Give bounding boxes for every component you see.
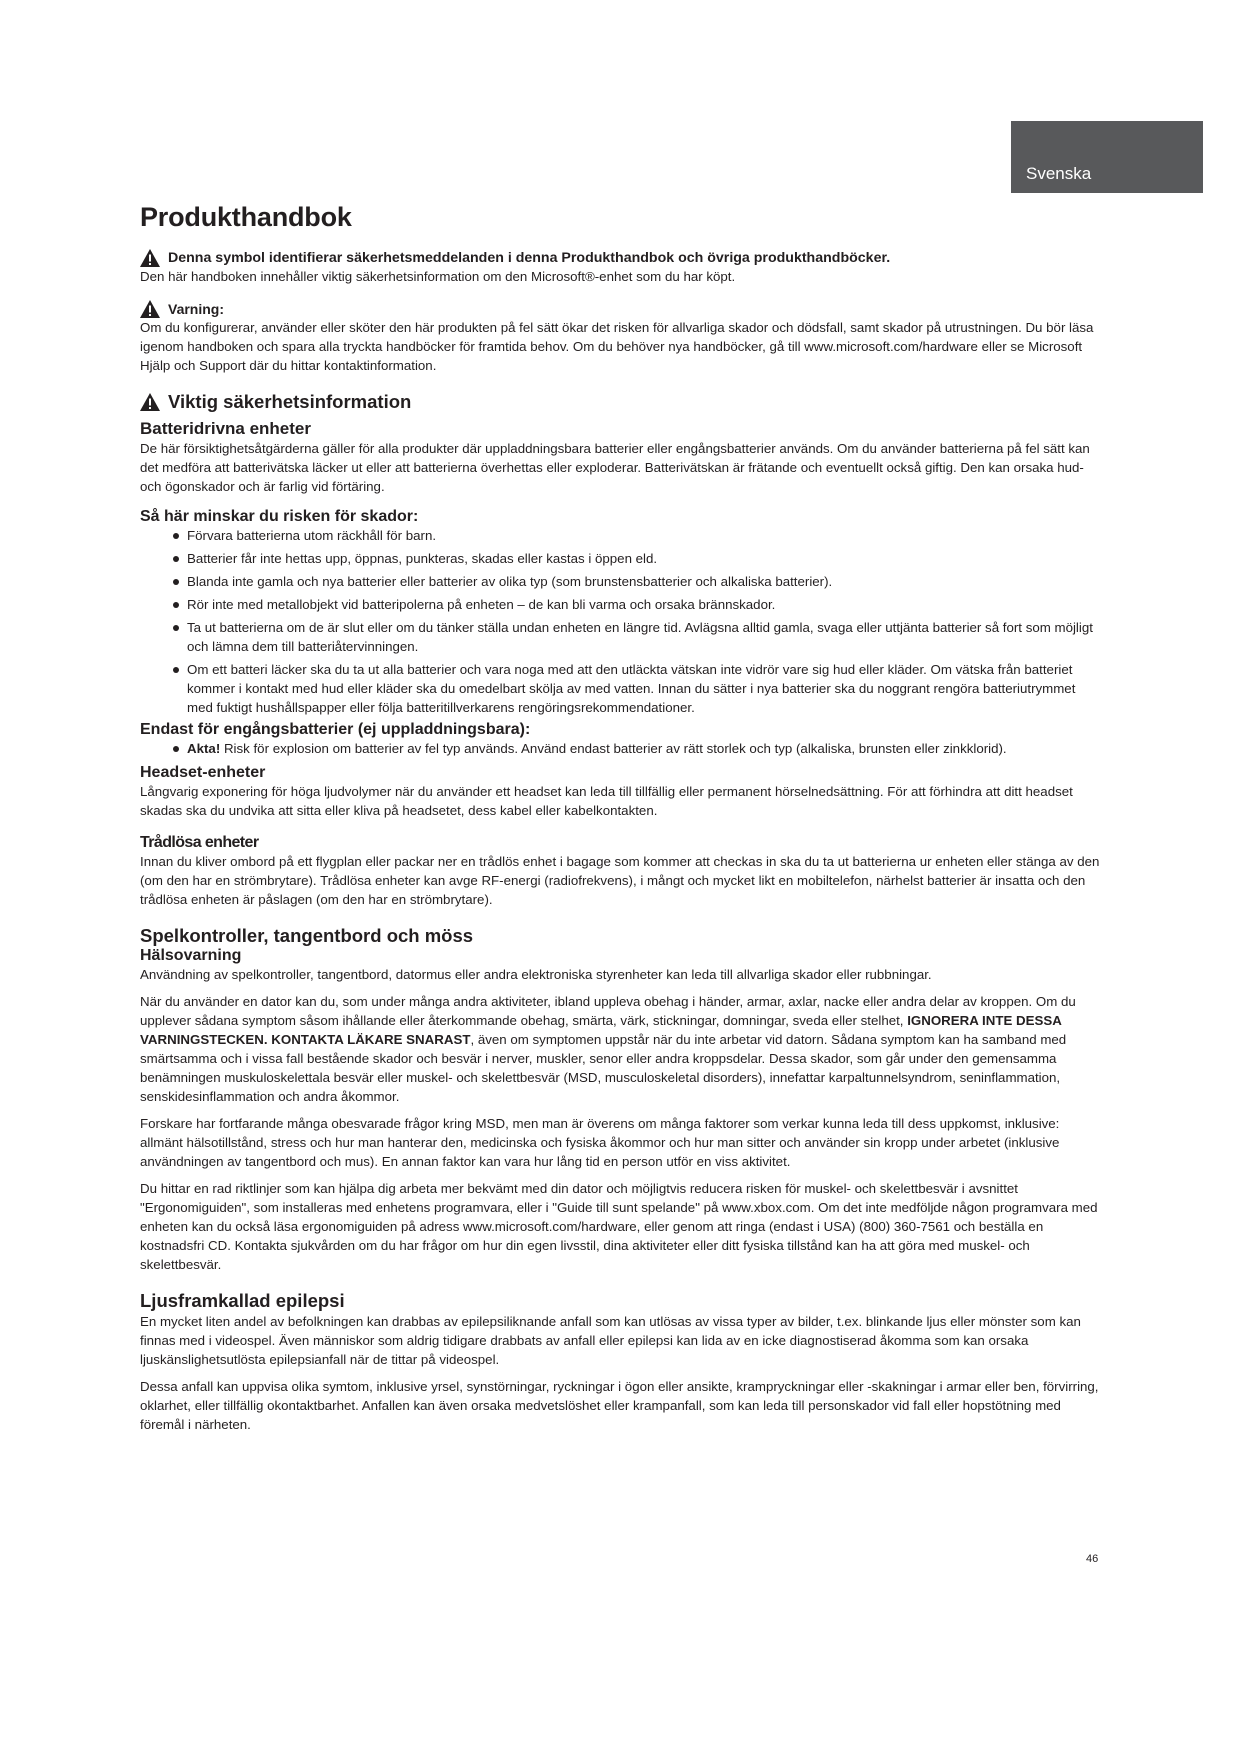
- list-item: Akta! Risk för explosion om batterier av fel typ används. Använd endast batterier av rätt storlek och typ (alkaliska, brunsten eller zinkklorid).: [173, 739, 1100, 758]
- list-item: Ta ut batterierna om de är slut eller om du tänker ställa undan enheten en längre tid. Avlägsna alltid gamla, svaga eller uttjänta batterier så fort som möjligt och lämna dem till batteriåtervinningen.: [173, 618, 1100, 656]
- controllers-heading: Spelkontroller, tangentbord och möss: [140, 925, 474, 946]
- page-number: 46: [1086, 1553, 1099, 1565]
- symbol-notice-text: Den här handboken innehåller viktig säkerhetsinformation om den Microsoft®-enhet som du har köpt.: [140, 269, 736, 284]
- reduce-risk-heading: Så här minskar du risken för skador:: [140, 508, 419, 525]
- wireless-text: Innan du kliver ombord på ett flygplan eller packar ner en trådlös enhet i bagage som kommer att checkas in ska du ta ut batterierna ur enheten eller stänga av den (om den har en strömbrytare). Trådlösa enheter kan avge RF-energi (radiofrekvens), i mångt och mycket likt en mobiltelefon, närhelst batterier är insatta och den trådlösa enheten är påslagen (om den har en strömbrytare).: [140, 854, 1100, 907]
- warning-triangle-icon: [140, 249, 160, 267]
- controllers-p4: Du hittar en rad riktlinjer som kan hjälpa dig arbeta mer bekvämt med din dator och möjligtvis reducera risken för muskel- och skelettbesvär i avsnittet "Ergonomiguiden", som installeras med enhetens programvara, eller i "Guide till sunt spelande" på www.xbox.com. Om det inte medföljde någon programvara med enheten kan du också läsa ergonomiguiden på adress www.microsoft.com/hardware, eller genom att ringa (endast i USA) (800) 360-7561 och beställa en kostnadsfri CD. Kontakta sjukvården om du har frågor om hur din egen livsstil, dina aktiviteter eller ditt fysiska tillstånd kan ha att göra med muskel- och skelettbesvär.: [140, 1181, 1098, 1272]
- symbol-notice-bold: Denna symbol identifierar säkerhetsmeddelanden i denna Produkthandbok och övriga produkthandböcker.: [168, 250, 891, 266]
- safety-heading-row: [140, 391, 1100, 413]
- warning-label: Varning:: [168, 301, 225, 317]
- list-item: Förvara batterierna utom räckhåll för barn.: [173, 526, 1100, 545]
- caution-label: Akta!: [187, 741, 221, 756]
- headset-text: Långvarig exponering för höga ljudvolymer när du använder ett headset kan leda till tillfällig eller permanent hörselnedsättning. För att förhindra att ditt headset skadas ska du undvika att sitta eller kliva på headsetet, dess kabel eller kabelkontakten.: [140, 784, 1073, 818]
- bullet-icon: [173, 602, 179, 608]
- epilepsy-heading: Ljusframkallad epilepsi: [140, 1290, 345, 1311]
- headset-heading: Headset-enheter: [140, 764, 266, 781]
- list-item: Blanda inte gamla och nya batterier eller batterier av olika typ (som brunstensbatterier och alkaliska batterier).: [173, 572, 1100, 591]
- warning-triangle-icon: [140, 393, 160, 411]
- epilepsy-p1: En mycket liten andel av befolkningen kan drabbas av epilepsiliknande anfall som kan utlösas av vissa typer av bilder, t.ex. blinkande ljus eller mönster som kan finnas med i videospel. Även människor som aldrig tidigare drabbats av anfall eller epilepsi kan lida av en icke diagnostiserad åkomma som kan orsaka ljuskänslighetsutlösta epilepsianfall när de tittar på videospel.: [140, 1314, 1081, 1367]
- symbol-notice: [140, 249, 1100, 267]
- battery-text: De här försiktighetsåtgärderna gäller för alla produkter där uppladdningsbara batterier eller engångsbatterier används. Om du använder batterierna på fel sätt kan det medföra att batterivätska läcker ut eller att batterierna överhettas eller exploderar. Batterivätskan är frätande och eventuellt också giftig. Den kan orsaka hud- och ögonskador och är farlig vid förtäring.: [140, 441, 1090, 494]
- controllers-p1: Användning av spelkontroller, tangentbord, datormus eller andra elektroniska styrenheter kan leda till allvarliga skador eller rubbningar.: [140, 967, 932, 982]
- list-item: Om ett batteri läcker ska du ta ut alla batterier och vara noga med att den utläckta vätskan inte vidrör vare sig hud eller kläder. Om vätska från batteriet kommer i kontakt med hud eller kläder ska du omedelbart skölja av med vatten. Innan du sätter i nya batterier ska du noggrant rengöra batteriutrymmet med fuktigt hushållspapper eller följa batteritillverkarens rengöringsrekommendationer.: [173, 660, 1100, 717]
- list-item: Rör inte med metallobjekt vid batteripolerna på enheten – de kan bli varma och orsaka brännskador.: [173, 595, 1100, 614]
- warning-triangle-icon: [140, 300, 160, 318]
- battery-heading: Batteridrivna enheter: [140, 419, 311, 438]
- controllers-p3: Forskare har fortfarande många obesvarade frågor kring MSD, men man är överens om många faktorer som verkar kunna leda till dess uppkomst, inklusive: allmänt hälsotillstånd, stress och hur man hanterar den, medicinska och fysiska åkommor och hur man sitter och använder sin kropp under arbetet (inklusive användningen av tangentbord och mus). En annan faktor kan vara hur lång tid en person utför en viss aktivitet.: [140, 1116, 1060, 1169]
- bullet-icon: [173, 556, 179, 562]
- controllers-p2: När du använder en dator kan du, som under många andra aktiviteter, ibland uppleva obehag i händer, armar, axlar, nacke eller andra delar av kroppen. Om du upplever sådana symptom såsom ihållande eller återkommande obehag, smärta, värk, stickningar, domningar, sveda eller stelhet, IGNORERA INTE DESSA VARNINGSTECKEN. KONTAKTA LÄKARE SNARAST, även om symptomen uppstår när du inte arbetar vid datorn. Sådana symptom kan ha samband med smärtsamma och i vissa fall bestående skador och besvär i nerver, muskler, senor eller andra kroppsdelar. Dessa skador, som går under den gemensamma benämningen muskuloskelettala besvär eller muskel- och skelettbesvär (MSD, musculoskeletal disorders), innefattar karpaltunnelsyndrom, seninflammation, senskidesinflammation och andra åkommor.: [140, 994, 1076, 1104]
- safety-heading: Viktig säkerhetsinformation: [168, 391, 412, 412]
- warning-text: Om du konfigurerar, använder eller sköter den här produkten på fel sätt ökar det risken för allvarliga skador och dödsfall, samt skador på utrustningen. Du bör läsa igenom handboken och spara alla tryckta handböcker för framtida behov. Om du behöver nya handböcker, gå till www.microsoft.com/hardware eller se Microsoft Hjälp och Support där du hittar kontaktinformation.: [140, 320, 1094, 373]
- bullet-icon: [173, 533, 179, 539]
- bullet-icon: [173, 746, 179, 752]
- health-warning-heading: Hälsovarning: [140, 947, 242, 964]
- disposable-heading: Endast för engångsbatterier (ej uppladdningsbara):: [140, 721, 531, 738]
- page-title: Produkthandbok: [140, 202, 352, 232]
- bullet-icon: [173, 625, 179, 631]
- disposable-bullet-list: [140, 739, 1100, 758]
- language-tab: Svenska: [1011, 121, 1203, 193]
- bullet-icon: [173, 579, 179, 585]
- page-content: [140, 202, 1100, 1434]
- warning-header: [140, 300, 1100, 318]
- bullet-icon: [173, 667, 179, 673]
- list-item: Batterier får inte hettas upp, öppnas, punkteras, skadas eller kastas i öppen eld.: [173, 549, 1100, 568]
- battery-bullet-list: [140, 526, 1100, 717]
- wireless-heading: Trådlösa enheter: [140, 834, 259, 851]
- epilepsy-p2: Dessa anfall kan uppvisa olika symtom, inklusive yrsel, synstörningar, ryckningar i ögon eller ansikte, krampryckningar eller -skakningar i armar eller ben, förvirring, oklarhet, eller tillfällig okontaktbarhet. Anfallen kan även orsaka medvetslöshet eller krampanfall, som kan leda till personskador vid fall eller hopstötning med föremål i närheten.: [140, 1379, 1099, 1432]
